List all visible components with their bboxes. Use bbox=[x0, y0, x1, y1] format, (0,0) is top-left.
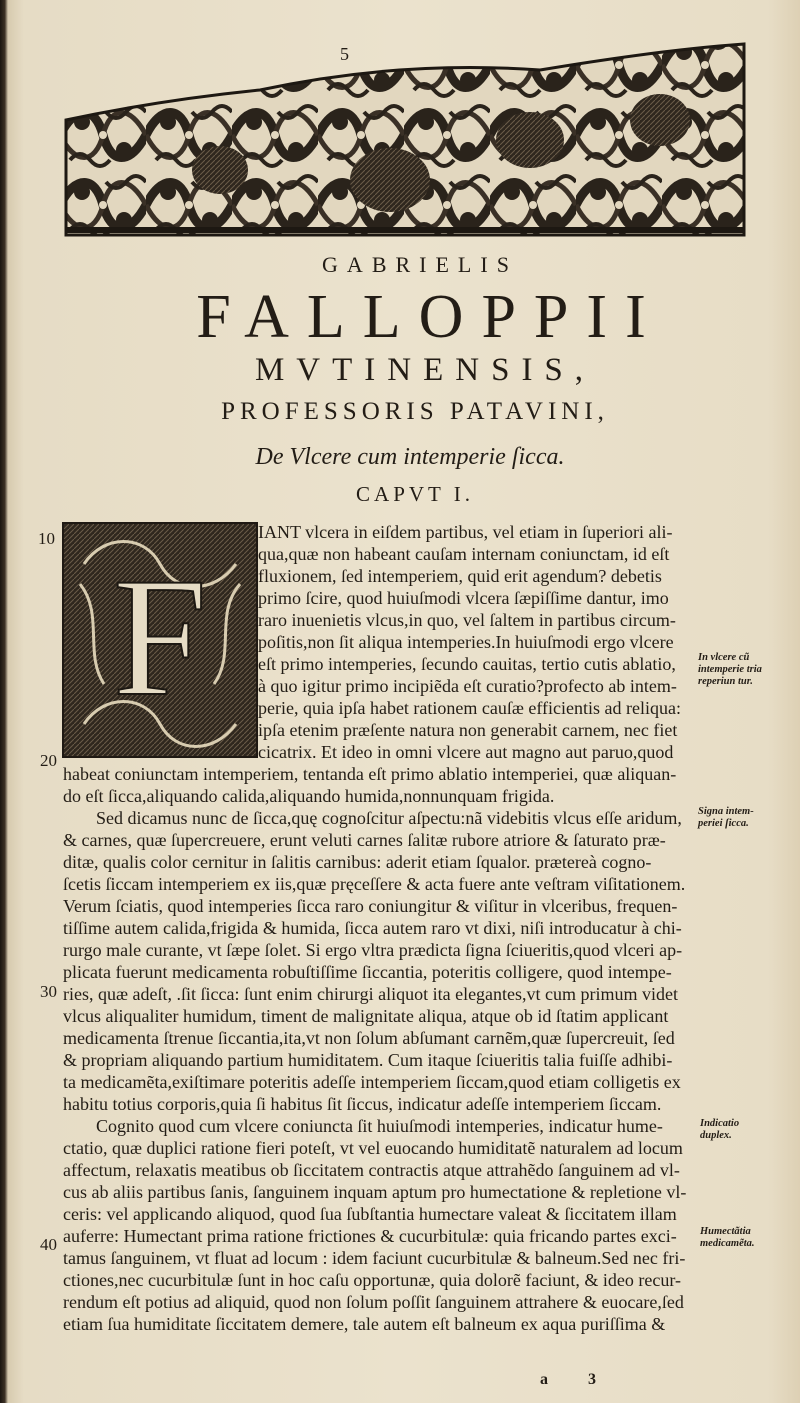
text-line: ipſa etenim præſente natura non generabit carnem, nec fiet bbox=[258, 720, 678, 740]
text-line: perie, quia ipſa habet rationem cauſæ efficientis ad reliqua: bbox=[258, 698, 681, 718]
text-line: cicatrix. Et ideo in omni vlcere aut magno aut paruo,quod bbox=[258, 742, 674, 762]
author-origin: MVTINENSIS, bbox=[254, 352, 596, 388]
text-line: ſcetis ſiccam intemperiem ex iis,quæ pręceſſere & acta fuere ante veſtram viſitationem. bbox=[63, 874, 686, 894]
marginal-note: Signa intem- periei ſicca. bbox=[698, 806, 754, 829]
page-number: 5 bbox=[340, 44, 349, 64]
text-line: primo ſcire, quod huiuſmodi vlcera ſæpiſſime dantur, imo bbox=[258, 588, 669, 608]
text-line: auferre: Humectant prima ratione frictiones & cucurbitulæ: quia fricando partes exci- bbox=[63, 1226, 677, 1246]
text-line: IANT vlcera in eiſdem partibus, vel etiam in ſuperiori ali- bbox=[258, 522, 673, 542]
text-line: vlcus aliqualiter humidum, timent de malignitate aliqua, atque ob id ſtatim applicant bbox=[63, 1006, 669, 1026]
text-line: poſitis,non ſit aliqua intemperies.In huiuſmodi ergo vlcere bbox=[258, 632, 674, 652]
initial-letter: F bbox=[112, 543, 208, 731]
text-line: etiam ſua humiditate ſiccitatem demere, tale autem eſt balneum ex aqua puriſſima & bbox=[63, 1314, 666, 1334]
text-line: raro inuenietis vlcus,in quo, vel ſaltem in partibus circum- bbox=[258, 610, 676, 630]
marginal-note: Humectãtia medicamẽta. bbox=[700, 1226, 755, 1249]
text-line: tamus ſanguinem, vt fluat ad locum : idem faciunt cucurbitulæ & balneum.Sed nec fri- bbox=[63, 1248, 686, 1268]
text-line: habeat coniunctam intemperiem, tentanda eſt primo ablatio intemperiei, quæ aliquan- bbox=[63, 764, 677, 784]
author-title: PROFESSORIS PATAVINI, bbox=[221, 398, 609, 425]
binding-shadow bbox=[0, 0, 8, 1403]
line-number: 40 bbox=[40, 1235, 57, 1254]
text-line: ctatio, quæ duplici ratione fieri poteſt, vt vel euocando humiditatẽ naturalem ad locum bbox=[63, 1138, 683, 1158]
text-line: & carnes, quæ ſupercreuere, erunt veluti carnes ſalitæ rubore atriore & ſaturato præ- bbox=[63, 830, 666, 850]
text-line: rendum eſt potius ad aliquid, quod non ſolum poſſit ſanguinem attrahere & euocare,ſed bbox=[63, 1292, 684, 1312]
text-line: qua,quæ non habeant cauſam internam coniunctam, id eſt bbox=[258, 544, 670, 564]
marginal-note: Indicatio duplex. bbox=[700, 1118, 740, 1141]
text-line: Cognito quod cum vlcere coniuncta ſit huiuſmodi intemperies, indicatur hume- bbox=[96, 1116, 663, 1136]
text-line: fluxionem, ſed intemperiem, quid erit agendum? debetis bbox=[258, 566, 662, 586]
text-line: ceris: vel applicando aliquod, quod ſua ſubſtantia humectare valeat & ſiccitatem illam bbox=[63, 1204, 677, 1224]
headpiece-ornament-icon bbox=[60, 30, 748, 242]
text-line: Sed dicamus nunc de ſicca,quę cognoſcitur aſpectu:nã videbitis vlcus eſſe aridum, bbox=[96, 808, 682, 828]
text-line: Verum ſciatis, quod intemperies ſicca raro coniungitur & viſitur in vlceribus, frequen- bbox=[63, 896, 678, 916]
author-first-name: GABRIELIS bbox=[322, 252, 518, 277]
marginal-note: In vlcere cũ intemperie tria reperiun tur. bbox=[698, 652, 762, 687]
chapter-subtitle: De Vlcere cum intemperie ſicca. bbox=[255, 444, 565, 470]
text-line: ries, quæ adeſt, .ſit ſicca: ſunt enim chirurgi aliquot ita elegantes,vt cum primum videt bbox=[63, 984, 679, 1004]
text-line: ta medicamẽta,exiſtimare poteritis adeſſe intemperiem ſiccam,quod etiam colligetis ex bbox=[63, 1072, 681, 1092]
text-line: habitu totius corporis,quia ſi habitus ſit ſiccus, indicatur adeſſe intemperiem ſiccam. bbox=[63, 1094, 662, 1114]
text-line: do eſt ſicca,aliquando calida,aliquando humida,nonnunquam frigida. bbox=[63, 786, 555, 806]
initial-ornament-icon bbox=[64, 524, 256, 756]
text-line: rurgo male curante, vt ſæpe ſolet. Si ergo vltra prædicta ſigna ſciueritis,quod vlceri ap- bbox=[63, 940, 683, 960]
line-number: 10 bbox=[38, 529, 55, 548]
ornamental-headpiece bbox=[60, 30, 748, 242]
text-line: medicamenta ſtrenue ſiccantia,ita,vt non ſolum abſumant carnẽm,quæ ſupercreuit, ſed bbox=[63, 1028, 675, 1048]
author-surname: FALLOPPII bbox=[196, 283, 664, 351]
text-line: affectum, relaxatis meatibus ob ſiccitatem contractis atque attrahẽdo ſanguinem ad vl- bbox=[63, 1160, 680, 1180]
text-line: ditæ, qualis color cernitur in ſalitis carnibus: aderit etiam ſqualor. prætereà cogno- bbox=[63, 852, 652, 872]
text-line: tiſſime autem calida,frigida & humida, ſicca autem raro vt dixi, niſi introducatur à chi- bbox=[63, 918, 682, 938]
line-number: 20 bbox=[40, 751, 57, 770]
text-line: à quo igitur primo incipiẽda eſt curatio?profecto ab intem- bbox=[258, 676, 677, 696]
chapter-heading: CAPVT I. bbox=[356, 482, 474, 506]
line-number: 30 bbox=[40, 982, 57, 1001]
text-line: cus ab aliis partibus ſanis, ſanguinem inquam aptum pro humectatione & repletione vl- bbox=[63, 1182, 687, 1202]
signature-mark: a 3 bbox=[540, 1371, 614, 1388]
text-line: plicata fuerunt medicamenta robuſtiſſime ſiccantia, poteritis colligere, quod intempe- bbox=[63, 962, 672, 982]
text-line: & propriam aliquando partium humiditatem. Cum itaque ſciueritis talia fuiſſe adhibi- bbox=[63, 1050, 673, 1070]
decorated-initial bbox=[62, 522, 258, 758]
text-line: ctiones,nec cucurbitulæ ſunt in hoc caſu opportunæ, quia dolorẽ faciunt, & ideo recur- bbox=[63, 1270, 681, 1290]
text-line: eſt primo intemperies, ſecundo cauitas, tertio cutis ablatio, bbox=[258, 654, 676, 674]
